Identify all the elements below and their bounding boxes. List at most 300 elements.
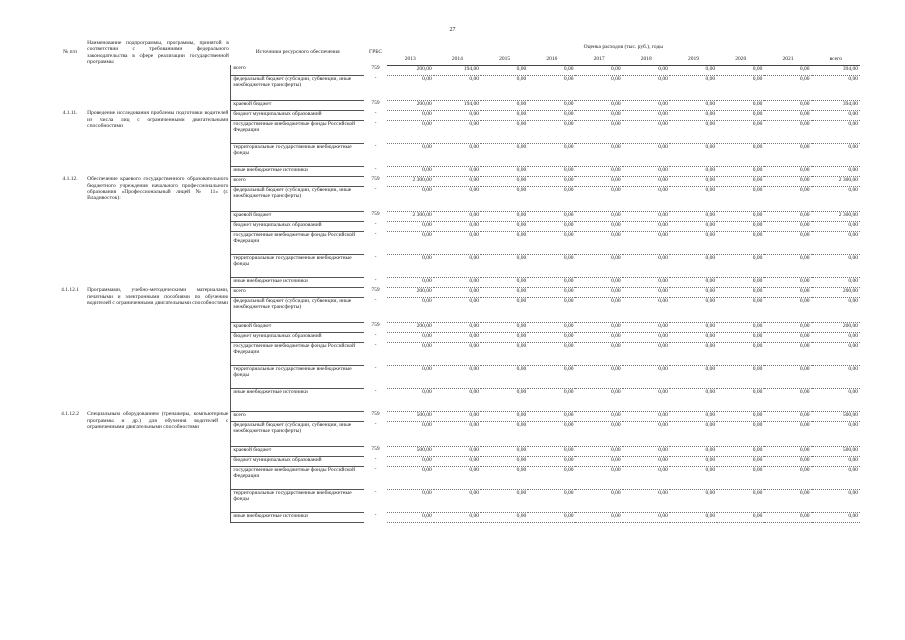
year-value: 0,00 [717,388,764,411]
year-header: 2014 [434,54,481,65]
year-value: 0,00 [575,75,622,100]
funding-source: государственные внебюджетные фонды Российской Федерации [231,120,365,143]
year-value: 0,00 [623,231,670,254]
year-value: 0,00 [434,166,481,176]
year-header: 2021 [764,54,811,65]
year-value: 0,00 [623,342,670,365]
year-value: 0,00 [434,254,481,277]
year-value: 0,00 [481,332,528,342]
year-value: 0,00 [434,186,481,211]
year-header: 2016 [528,54,575,65]
year-value: 0,00 [670,332,717,342]
year-value: 0,00 [717,110,764,120]
year-value: 0,00 [481,221,528,231]
year-value: 0,00 [575,65,622,75]
year-value: 0,00 [387,143,434,166]
year-value: 0,00 [528,322,575,332]
total-value: 0,00 [812,342,860,365]
total-value: 0,00 [812,186,860,211]
item-number: 4.1.12.2 [61,411,79,418]
year-value: 0,00 [575,287,622,297]
year-value: 0,00 [528,466,575,489]
year-value: 0,00 [670,466,717,489]
funding-source: федеральный бюджет (субсидии, субвенции, иные межбюджетные трансферты) [231,297,365,322]
year-value: 0,00 [764,110,811,120]
year-value: 0,00 [387,186,434,211]
total-value: 500,00 [812,446,860,456]
year-value: 0,00 [717,211,764,221]
year-value: 0,00 [670,120,717,143]
year-value: 0,00 [481,254,528,277]
year-value: 0,00 [528,176,575,186]
year-value: 0,00 [717,411,764,421]
table-row [55,110,860,120]
year-value: 0,00 [481,466,528,489]
year-value: 0,00 [387,489,434,512]
year-value: 0,00 [528,100,575,110]
year-value: 0,00 [528,446,575,456]
year-value: 0,00 [575,110,622,120]
year-value: 0,00 [528,166,575,176]
year-header: 2019 [670,54,717,65]
year-value: 0,00 [575,297,622,322]
year-value: 0,00 [434,456,481,466]
year-value: 0,00 [764,143,811,166]
year-value: 0,00 [764,411,811,421]
year-value: 0,00 [481,100,528,110]
year-value: 0,00 [623,277,670,287]
funding-table [55,40,860,523]
year-value: 200,00 [387,65,434,75]
year-value: 0,00 [764,221,811,231]
year-value: 0,00 [575,277,622,287]
total-value: 394,00 [812,65,860,75]
grbs-code: - [374,254,377,261]
year-value: 0,00 [528,512,575,522]
year-value: 0,00 [481,287,528,297]
year-value: 0,00 [528,110,575,120]
year-value: 0,00 [717,221,764,231]
year-value: 0,00 [623,143,670,166]
table-row [55,287,860,297]
funding-source: государственные внебюджетные фонды Российской Федерации [231,466,365,489]
year-value: 0,00 [434,342,481,365]
year-value: 0,00 [575,342,622,365]
year-value: 0,00 [387,342,434,365]
year-value: 0,00 [434,211,481,221]
grbs-code: 759 [371,322,380,329]
year-value: 0,00 [481,277,528,287]
num-header: № п/п [63,49,78,56]
grbs-code: 759 [371,176,380,183]
year-value: 0,00 [623,456,670,466]
year-value: 0,00 [575,446,622,456]
funding-source: бюджет муниципальных образований [231,110,365,120]
year-value: 0,00 [717,489,764,512]
total-value: 394,00 [812,100,860,110]
year-value: 0,00 [670,231,717,254]
year-value: 0,00 [623,297,670,322]
year-value: 0,00 [528,388,575,411]
funding-source: всего [231,176,365,186]
year-value: 0,00 [623,489,670,512]
year-value: 0,00 [670,211,717,221]
year-header: 2017 [575,54,622,65]
grbs-code: 759 [371,287,380,294]
total-value: 0,00 [812,297,860,322]
grbs-code: - [374,75,377,82]
year-value: 0,00 [481,176,528,186]
year-value: 0,00 [717,100,764,110]
year-value: 0,00 [434,512,481,522]
year-value: 0,00 [717,322,764,332]
grbs-code: - [374,166,377,173]
year-value: 0,00 [764,120,811,143]
year-value: 0,00 [387,166,434,176]
grbs-code: 759 [371,100,380,107]
year-value: 0,00 [481,322,528,332]
year-value: 0,00 [764,365,811,388]
year-value: 0,00 [575,322,622,332]
year-value: 0,00 [764,388,811,411]
grbs-code: - [374,143,377,150]
year-value: 0,00 [528,411,575,421]
year-value: 0,00 [575,221,622,231]
year-value: 0,00 [481,120,528,143]
table-row [55,65,860,75]
year-value: 0,00 [434,287,481,297]
year-value: 0,00 [764,297,811,322]
year-value: 0,00 [717,421,764,446]
year-value: 0,00 [575,411,622,421]
year-value: 0,00 [528,456,575,466]
funding-source: федеральный бюджет (субсидии, субвенции, иные межбюджетные трансферты) [231,75,365,100]
year-value: 0,00 [528,254,575,277]
year-value: 0,00 [623,466,670,489]
year-value: 0,00 [434,388,481,411]
name-header: Наименование подпрограммы, программы, принятой в соответствии с требованиями федерального законодательства в сфере реализации государственной программы [87,40,229,65]
funding-source: краевой бюджет [231,446,365,456]
year-value: 0,00 [670,388,717,411]
year-value: 0,00 [528,287,575,297]
year-value: 0,00 [764,287,811,297]
year-value: 0,00 [623,221,670,231]
year-value: 0,00 [764,489,811,512]
year-value: 0,00 [434,176,481,186]
year-value: 0,00 [575,166,622,176]
year-value: 0,00 [764,277,811,287]
year-value: 0,00 [670,254,717,277]
year-value: 0,00 [575,388,622,411]
year-value: 0,00 [764,75,811,100]
year-value: 0,00 [481,297,528,322]
year-value: 0,00 [387,512,434,522]
funding-source: бюджет муниципальных образований [231,332,365,342]
total-value: 500,00 [812,411,860,421]
total-value: 0,00 [812,166,860,176]
grbs-code: - [374,231,377,238]
year-value: 0,00 [717,277,764,287]
year-value: 0,00 [434,411,481,421]
year-value: 0,00 [670,100,717,110]
funding-source: территориальные государственные внебюджетные фонды [231,254,365,277]
item-number: 4.1.12. [62,176,78,183]
year-value: 0,00 [528,365,575,388]
header-row [55,40,860,54]
total-value: 2 300,00 [812,211,860,221]
year-value: 0,00 [575,365,622,388]
grbs-code: - [374,466,377,473]
year-value: 0,00 [623,120,670,143]
grbs-code: - [374,342,377,349]
funding-source: федеральный бюджет (субсидии, субвенции, иные межбюджетные трансферты) [231,421,365,446]
year-value: 0,00 [764,322,811,332]
year-value: 0,00 [670,489,717,512]
year-value: 0,00 [575,211,622,221]
item-name [85,65,231,110]
estimate-header: Оценка расходов (тыс. руб.), годы [583,44,663,51]
total-value: 0,00 [812,421,860,446]
year-value: 0,00 [387,254,434,277]
year-value: 0,00 [623,176,670,186]
total-value: 0,00 [812,512,860,522]
year-value: 0,00 [575,120,622,143]
funding-source: иные внебюджетные источники [231,166,365,176]
year-value: 0,00 [670,143,717,166]
year-value: 0,00 [623,332,670,342]
funding-source: всего [231,65,365,75]
item-number: 4.1.11. [62,110,78,117]
funding-source: федеральный бюджет (субсидии, субвенции, иные межбюджетные трансферты) [231,186,365,211]
year-value: 0,00 [434,231,481,254]
year-value: 0,00 [623,287,670,297]
year-value: 0,00 [481,110,528,120]
item-number [55,65,85,110]
year-value: 0,00 [575,254,622,277]
year-value: 200,00 [387,287,434,297]
year-value: 0,00 [623,211,670,221]
total-value: 0,00 [812,277,860,287]
year-value: 0,00 [387,365,434,388]
year-value: 0,00 [670,166,717,176]
sources-header: Источники ресурсного обеспечения [255,49,340,56]
year-value: 0,00 [528,332,575,342]
year-value: 2 300,00 [387,211,434,221]
year-value: 0,00 [575,100,622,110]
grbs-code: - [374,332,377,339]
year-value: 0,00 [623,322,670,332]
year-value: 0,00 [528,221,575,231]
year-value: 0,00 [575,176,622,186]
year-value: 0,00 [623,512,670,522]
year-value: 0,00 [717,254,764,277]
year-value: 0,00 [717,287,764,297]
year-value: 0,00 [575,332,622,342]
year-value: 0,00 [717,75,764,100]
year-value: 2 300,00 [387,176,434,186]
grbs-code: - [374,489,377,496]
grbs-code: - [374,421,377,428]
grbs-code: 759 [371,211,380,218]
year-value: 0,00 [434,75,481,100]
total-value: 0,00 [812,388,860,411]
year-value: 0,00 [764,446,811,456]
funding-source: бюджет муниципальных образований [231,456,365,466]
year-value: 0,00 [764,65,811,75]
year-value: 0,00 [717,176,764,186]
year-value: 500,00 [387,411,434,421]
year-value: 0,00 [481,75,528,100]
year-value: 0,00 [623,65,670,75]
funding-source: иные внебюджетные источники [231,512,365,522]
grbs-code: - [374,186,377,193]
year-value: 0,00 [434,143,481,166]
year-value: 0,00 [623,388,670,411]
table-row [55,411,860,421]
grbs-header: ГРБС [369,49,383,56]
year-value: 0,00 [717,231,764,254]
year-value: 0,00 [434,297,481,322]
year-value: 0,00 [387,332,434,342]
year-value: 0,00 [670,421,717,446]
year-value: 0,00 [481,512,528,522]
year-value: 0,00 [434,322,481,332]
year-value: 0,00 [670,456,717,466]
year-value: 0,00 [717,446,764,456]
year-header: 2015 [481,54,528,65]
year-value: 0,00 [764,166,811,176]
year-value: 0,00 [575,143,622,166]
year-value: 0,00 [481,211,528,221]
funding-source: всего [231,411,365,421]
year-value: 0,00 [623,365,670,388]
year-value: 0,00 [670,512,717,522]
year-value: 0,00 [481,446,528,456]
year-value: 0,00 [434,365,481,388]
total-value: 0,00 [812,120,860,143]
year-value: 0,00 [434,277,481,287]
year-value: 0,00 [717,456,764,466]
year-value: 0,00 [528,421,575,446]
year-value: 0,00 [434,466,481,489]
total-value: 0,00 [812,221,860,231]
total-value: 200,00 [812,287,860,297]
funding-source: иные внебюджетные источники [231,277,365,287]
item-name: Специальным оборудованием (тренажеры, компьютерные программы и др.) для обучения водителей с ограниченными двигательными способностями [87,411,229,430]
year-value: 0,00 [623,75,670,100]
year-value: 0,00 [528,211,575,221]
grbs-code: - [374,512,377,519]
funding-source: всего [231,287,365,297]
year-value: 0,00 [481,489,528,512]
year-value: 0,00 [481,342,528,365]
year-value: 0,00 [670,75,717,100]
year-value: 0,00 [575,186,622,211]
year-value: 0,00 [623,166,670,176]
year-value: 0,00 [764,332,811,342]
year-header: всего [812,54,860,65]
year-value: 0,00 [623,254,670,277]
grbs-code: 759 [371,65,380,72]
year-value: 0,00 [670,287,717,297]
year-value: 0,00 [434,489,481,512]
table-body [55,65,860,522]
year-value: 0,00 [764,100,811,110]
funding-source: краевой бюджет [231,100,365,110]
total-value: 0,00 [812,489,860,512]
year-value: 200,00 [387,322,434,332]
table-row [55,176,860,186]
year-value: 0,00 [623,110,670,120]
total-value: 200,00 [812,322,860,332]
year-value: 0,00 [764,512,811,522]
year-value: 200,00 [387,100,434,110]
funding-source: государственные внебюджетные фонды Российской Федерации [231,231,365,254]
year-value: 0,00 [387,466,434,489]
year-value: 0,00 [670,446,717,456]
total-value: 0,00 [812,365,860,388]
year-value: 0,00 [387,456,434,466]
year-value: 0,00 [717,120,764,143]
grbs-code: - [374,388,377,395]
total-value: 0,00 [812,466,860,489]
year-value: 0,00 [528,143,575,166]
year-value: 0,00 [670,322,717,332]
year-value: 0,00 [481,143,528,166]
year-value: 0,00 [717,332,764,342]
year-value: 0,00 [670,176,717,186]
year-value: 0,00 [481,231,528,254]
year-value: 0,00 [434,221,481,231]
year-value: 0,00 [717,166,764,176]
year-value: 0,00 [434,110,481,120]
year-value: 0,00 [670,186,717,211]
year-value: 0,00 [575,466,622,489]
year-value: 0,00 [434,120,481,143]
item-name: Проведение исследования проблемы подготовки водителей из числа лиц с ограниченными двигательными способностями [87,110,229,129]
year-value: 0,00 [717,342,764,365]
funding-source: краевой бюджет [231,322,365,332]
year-value: 0,00 [434,421,481,446]
year-value: 0,00 [717,365,764,388]
year-value: 0,00 [717,65,764,75]
funding-source: территориальные государственные внебюджетные фонды [231,143,365,166]
funding-source: территориальные государственные внебюджетные фонды [231,489,365,512]
year-value: 0,00 [764,421,811,446]
year-value: 0,00 [717,143,764,166]
year-value: 0,00 [623,100,670,110]
total-value: 0,00 [812,456,860,466]
year-value: 500,00 [387,446,434,456]
year-value: 0,00 [717,186,764,211]
year-value: 0,00 [764,342,811,365]
total-value: 0,00 [812,231,860,254]
year-value: 0,00 [717,466,764,489]
item-name: Программами, учебно-методическими материалами, печатными и электронными пособиями по обучению водителей с ограниченными двигательными способностями [87,287,229,306]
funding-source: территориальные государственные внебюджетные фонды [231,365,365,388]
total-value: 0,00 [812,75,860,100]
year-header: 2020 [717,54,764,65]
year-value: 0,00 [528,65,575,75]
year-value: 0,00 [670,411,717,421]
year-value: 0,00 [623,186,670,211]
year-value: 0,00 [481,388,528,411]
year-value: 0,00 [481,186,528,211]
year-value: 0,00 [387,421,434,446]
year-value: 0,00 [387,75,434,100]
grbs-code: - [374,110,377,117]
year-value: 0,00 [670,365,717,388]
